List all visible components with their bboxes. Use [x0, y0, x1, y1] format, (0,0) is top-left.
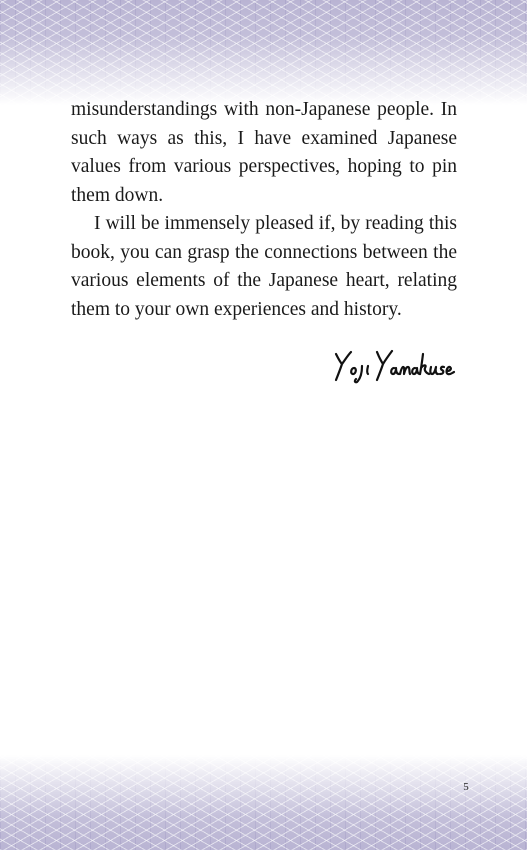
- body-text: [71, 96, 457, 324]
- decorative-header-band: [0, 0, 527, 105]
- decorative-footer-band: [0, 755, 527, 850]
- paragraph-continued: misunderstandings with non-Japanese people. In such ways as this, I have examined Japanese values from various perspectives, hoping to pin them down.: [71, 99, 457, 206]
- page-number: 5: [463, 781, 469, 793]
- author-signature: [330, 344, 462, 386]
- paragraph-closing: I will be immensely pleased if, by reading this book, you can grasp the connections between the various elements of the Japanese heart, relating them to your own experiences and history.: [71, 213, 457, 320]
